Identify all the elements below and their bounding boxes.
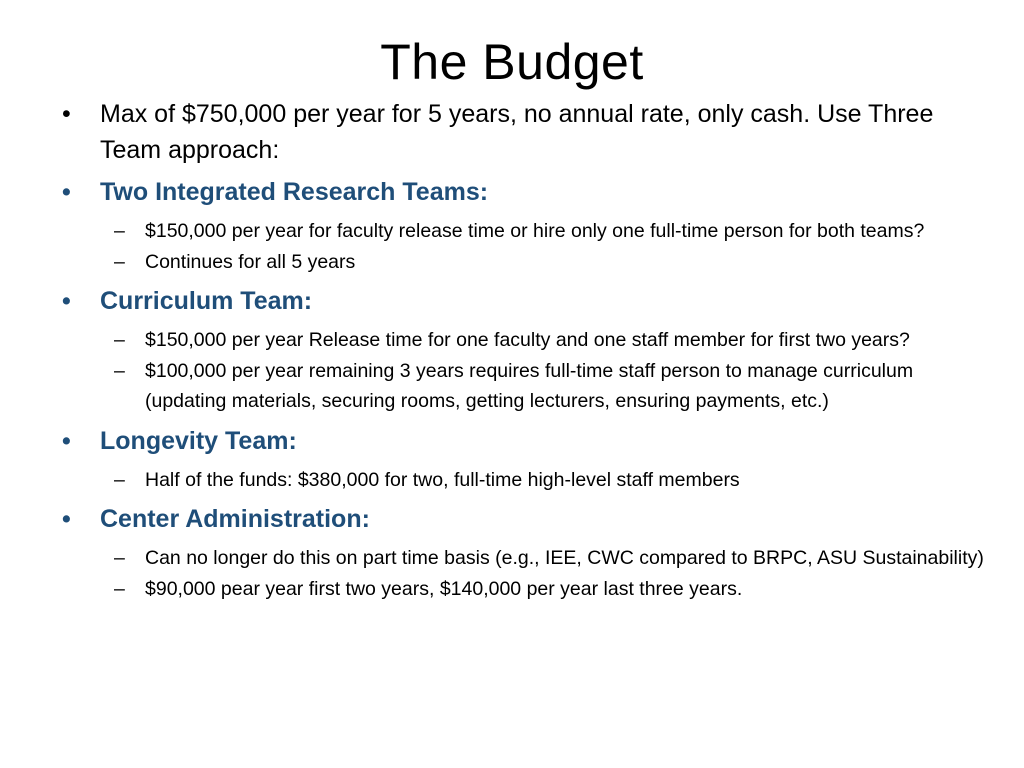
slide-body: [62, 96, 992, 610]
section-heading: [62, 283, 992, 319]
section-heading-text: Curriculum Team:: [100, 287, 313, 315]
bullet-icon: •: [62, 178, 71, 206]
intro-bullet: [62, 96, 992, 168]
dash-icon: –: [114, 468, 125, 491]
sub-bullet-text: $100,000 per year remaining 3 years requires full-time staff person to manage curriculum (updating materials, securing rooms, getting lecturers, ensuring payments, etc.): [145, 359, 914, 412]
sub-bullet: [62, 543, 992, 574]
sub-bullet: [62, 325, 992, 356]
bullet-icon: •: [62, 426, 71, 455]
section-longevity-team: [62, 423, 992, 496]
section-research-teams: [62, 174, 992, 277]
dash-icon: –: [114, 547, 125, 569]
sub-bullet-text: $90,000 pear year first two years, $140,000 per year last three years.: [145, 577, 743, 600]
dash-icon: –: [114, 250, 125, 273]
sub-bullet-text: $150,000 per year Release time for one faculty and one staff member for first two years?: [145, 329, 910, 351]
slide-title: The Budget: [380, 34, 644, 90]
bullet-icon: •: [62, 287, 71, 315]
bullet-icon: •: [62, 505, 71, 533]
section-heading-text: Longevity Team:: [100, 426, 297, 455]
sub-bullet: [62, 465, 992, 496]
dash-icon: –: [114, 359, 125, 382]
section-heading: [62, 501, 992, 537]
sub-bullet-text: $150,000 per year for faculty release time or hire only one full-time person for both teams?: [145, 220, 925, 242]
section-center-administration: [62, 501, 992, 604]
dash-icon: –: [114, 220, 125, 242]
section-heading: [62, 423, 992, 459]
section-heading-text: Center Administration:: [100, 505, 370, 533]
dash-icon: –: [114, 329, 125, 351]
dash-icon: –: [114, 577, 125, 600]
sub-bullet-text: Half of the funds: $380,000 for two, full-time high-level staff members: [145, 468, 740, 491]
sub-bullet: [62, 356, 992, 417]
sub-bullet: [62, 216, 992, 247]
sub-bullet-text: Can no longer do this on part time basis (e.g., IEE, CWC compared to BRPC, ASU Sustainability): [145, 547, 984, 569]
sub-bullet-text: Continues for all 5 years: [145, 250, 356, 273]
sub-bullet: [62, 574, 992, 605]
bullet-icon: •: [62, 100, 71, 128]
section-heading: [62, 174, 992, 210]
intro-text: Max of $750,000 per year for 5 years, no annual rate, only cash. Use Three Team approach:: [100, 100, 934, 164]
section-curriculum-team: [62, 283, 992, 417]
section-heading-text: Two Integrated Research Teams:: [100, 178, 489, 206]
sub-bullet: [62, 247, 992, 278]
